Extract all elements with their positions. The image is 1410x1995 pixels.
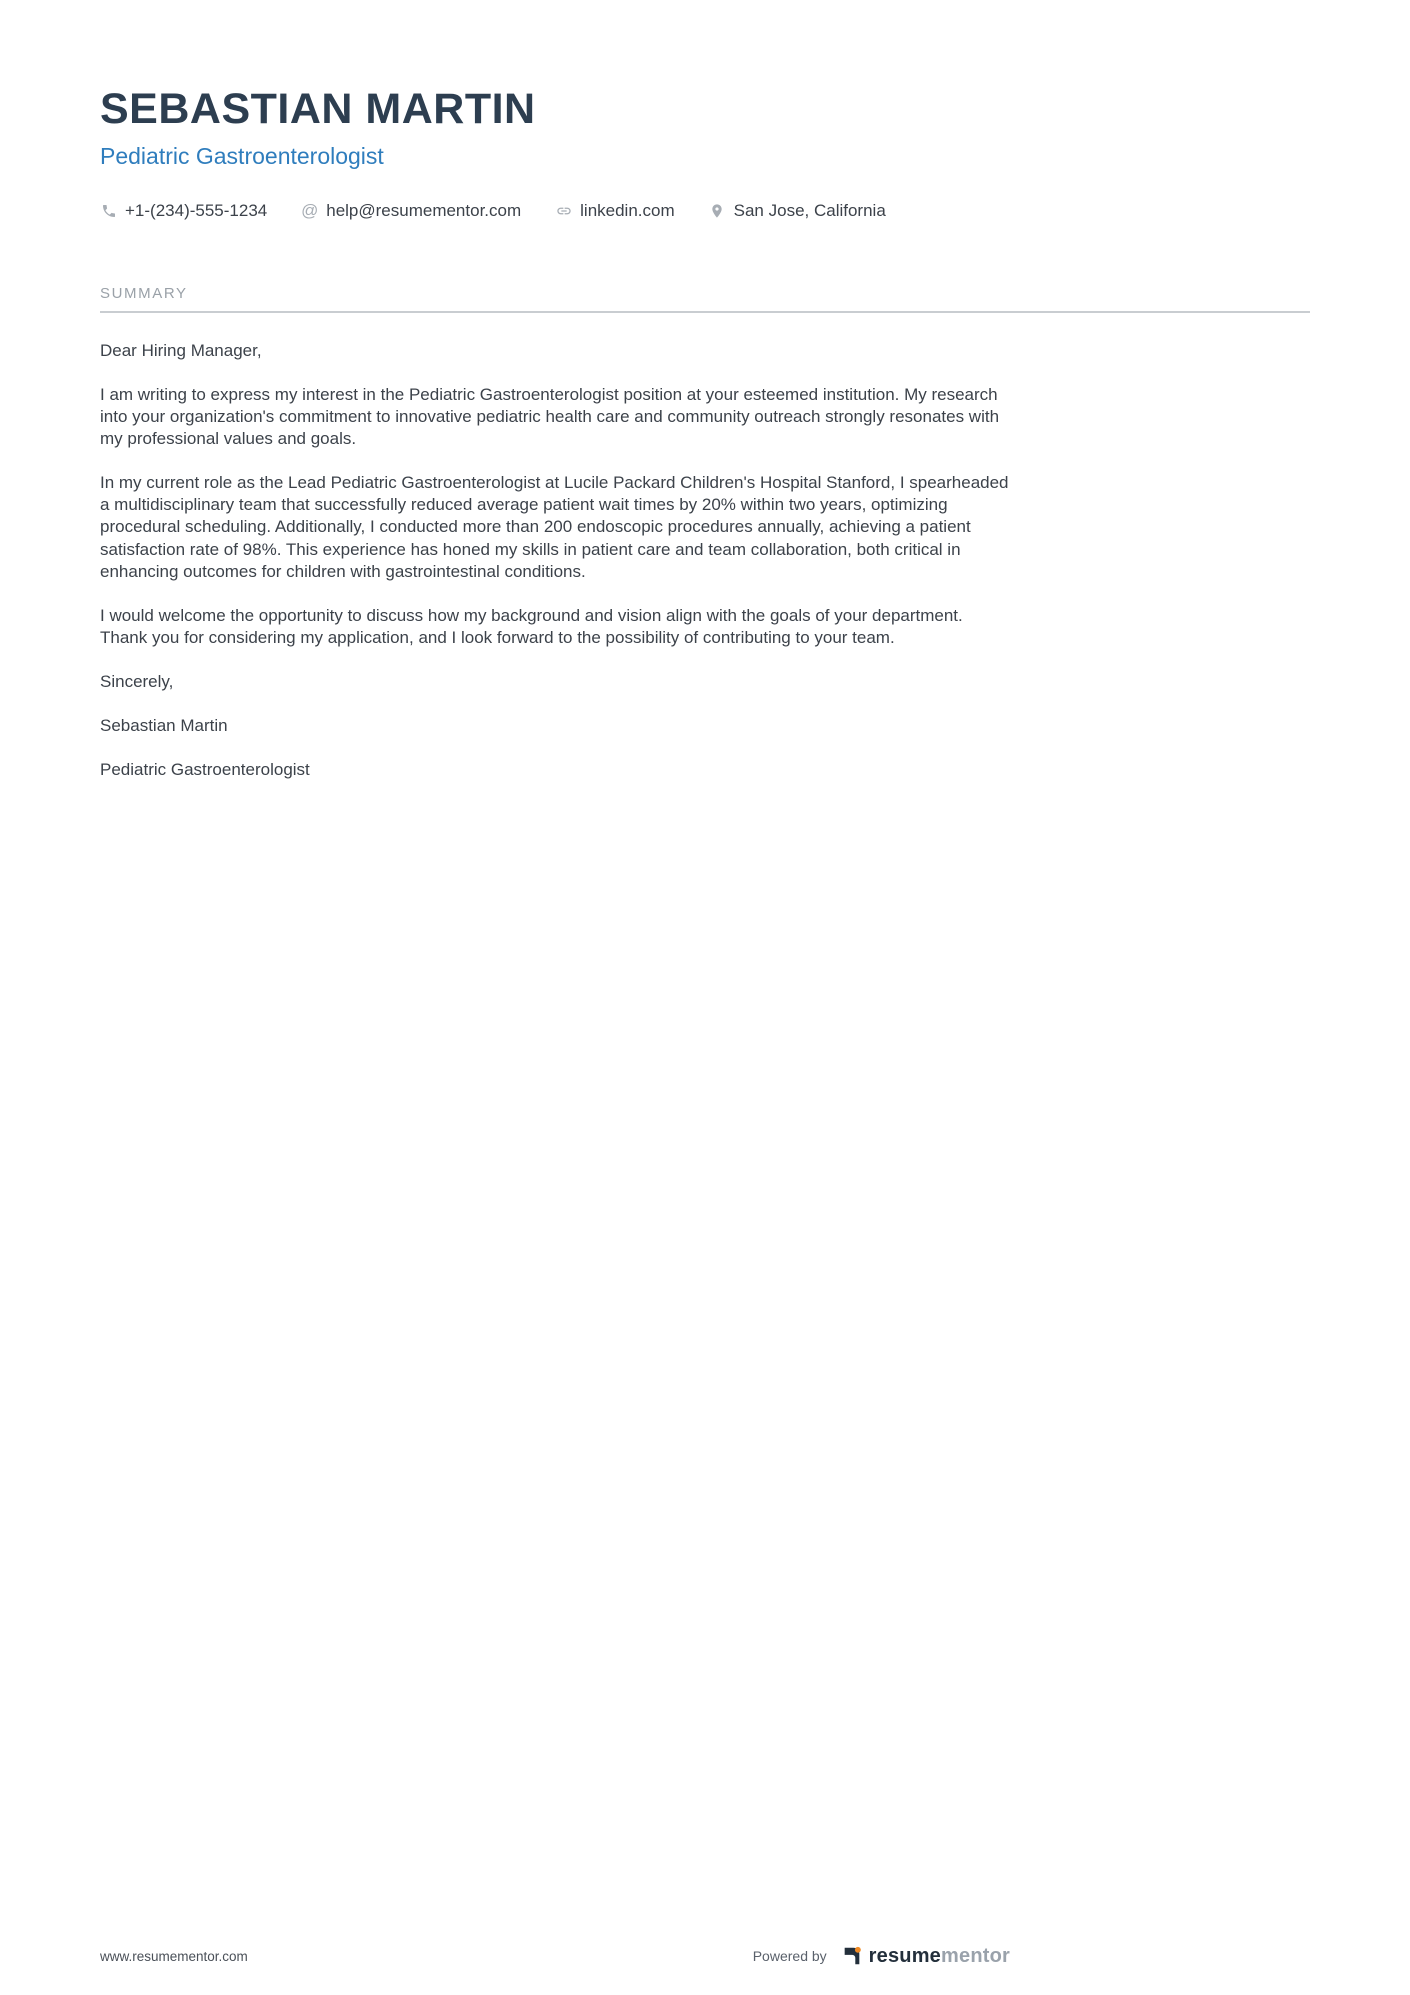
paragraph-intro: I am writing to express my interest in the Pediatric Gastroenterologist position at your esteemed institution. My research into your organization's commitment to innovative pediatric health care and community outreach strongly resonates with my professional values and goals. (100, 384, 1000, 449)
contact-linkedin-text: linkedin.com (580, 200, 675, 220)
email-icon: @ (301, 201, 319, 221)
location-icon (709, 202, 726, 219)
logo-text-resume: resume (868, 1945, 942, 1967)
page-footer (100, 1945, 1010, 1967)
contact-location (709, 201, 886, 221)
resumementor-logo-icon (841, 1945, 863, 1967)
signature-title: Pediatric Gastroenterologist (100, 760, 310, 780)
logo-text-mentor: mentor (941, 1945, 1010, 1967)
sign-off: Sincerely, (100, 671, 174, 691)
contact-row (100, 201, 1310, 221)
paragraph-experience: In my current role as the Lead Pediatric Gastroenterologist at Lucile Packard Children's Hospital Stanford, I spearheaded a multidisciplinary team that successfully reduced average patient wait times by 20% within two years, optimizing procedural scheduling. Additionally, I conducted more than 200 endoscopic procedures annually, achieving a patient satisfaction rate of 98%. This experience has honed my skills in patient care and team collaboration, both critical in enhancing outcomes for children with gastrointestinal conditions. (100, 473, 1009, 581)
summary-section-label: SUMMARY (100, 284, 188, 302)
contact-phone (100, 201, 267, 221)
contact-linkedin (555, 201, 675, 221)
contact-location-text: San Jose, California (733, 200, 886, 220)
contact-email-text: help@resumementor.com (326, 200, 522, 220)
section-divider (100, 311, 1310, 313)
contact-phone-text: +1-(234)-555-1234 (125, 200, 268, 220)
salutation: Dear Hiring Manager, (100, 340, 262, 360)
letter-header (100, 86, 1310, 221)
summary-section (100, 285, 1310, 781)
resumementor-logo-text (869, 1946, 1010, 1966)
powered-by-group (753, 1945, 1010, 1967)
candidate-job-title: Pediatric Gastroenterologist (100, 143, 384, 170)
candidate-name: SEBASTIAN MARTIN (100, 85, 536, 133)
contact-email (301, 201, 521, 221)
phone-icon (100, 202, 117, 219)
link-icon (555, 202, 572, 219)
signature-name: Sebastian Martin (100, 716, 228, 736)
resumementor-logo-link[interactable] (841, 1945, 1010, 1967)
footer-website: www.resumementor.com (100, 1948, 248, 1964)
letter-body (100, 340, 1012, 781)
paragraph-closing: I would welcome the opportunity to discuss how my background and vision align with the goals of your department. Thank you for considering my application, and I look forward to the possibility of contributing to your team. (100, 605, 963, 647)
powered-by-label: Powered by (752, 1948, 827, 1964)
